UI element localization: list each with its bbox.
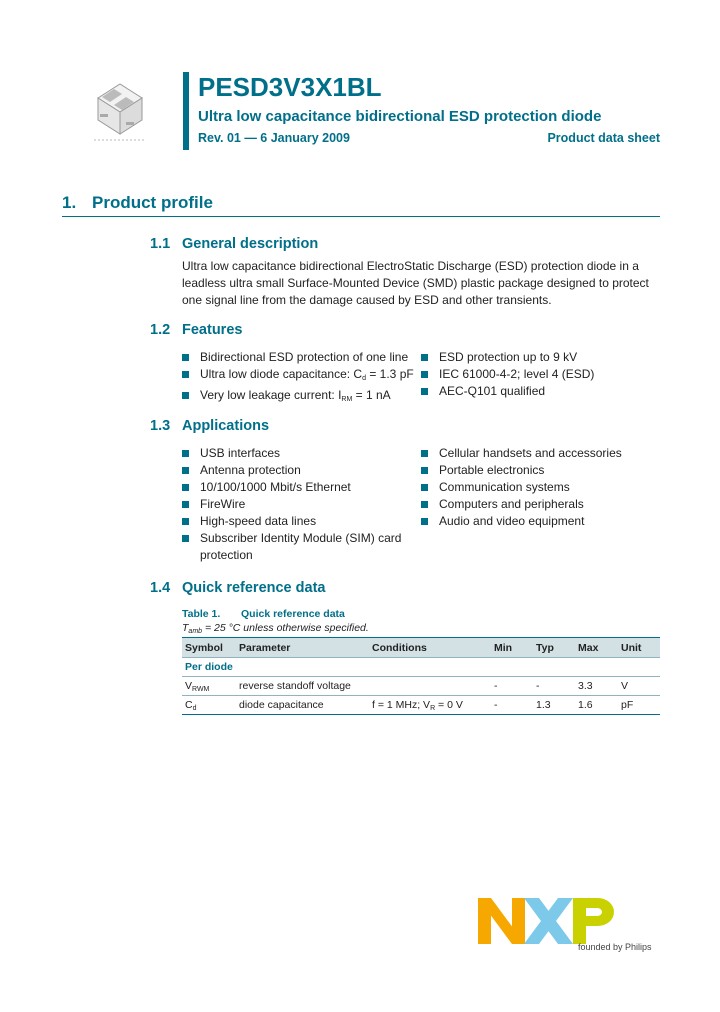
bullet-icon [421,388,428,395]
bullet-icon [182,392,189,399]
bullet-icon [421,371,428,378]
list-item: AEC-Q101 qualified [421,383,660,400]
applications-list-right [421,445,660,530]
table-row [182,696,660,715]
header-accent-bar [183,72,189,150]
list-item: Subscriber Identity Module (SIM) card protection [182,530,418,564]
list-item: Bidirectional ESD protection of one line [182,349,422,366]
table-header-row [182,638,660,658]
parameter-cell: diode capacitance [236,696,369,715]
symbol-cell: $C_d$ [182,696,236,715]
section-number: 1. [62,193,77,212]
list-item: Antenna protection [182,462,418,479]
subsection-title: General description [182,236,319,252]
subsection-title: Quick reference data [182,580,326,596]
table-caption: Table 1. Quick reference data [182,608,345,620]
product-title: PESD3V3X1BL [198,72,382,102]
table-note: $T_{amb} = 25$ °C unless otherwise specified. [182,622,369,635]
subsection-number: 1.3 [150,418,171,434]
bullet-icon [182,450,189,457]
section-title: Product profile [92,193,213,212]
features-list-left [182,349,422,408]
bullet-icon [182,501,189,508]
parameter-cell: reverse standoff voltage [236,677,369,696]
list-item: IEC 61000-4-2; level 4 (ESD) [421,366,660,383]
typ-cell: 1.3 [533,696,575,715]
document-type: Product data sheet [547,131,660,145]
bullet-icon [421,501,428,508]
group-label: Per diode [182,658,660,677]
unit-cell: V [618,677,660,696]
column-header: Conditions [369,638,491,658]
table-row [182,677,660,696]
logo-letter-p [573,898,614,944]
subsection-number: 1.4 [150,580,171,596]
bullet-icon [421,518,428,525]
section-divider [62,216,660,217]
list-item: Cellular handsets and accessories [421,445,660,462]
list-item: Very low leakage current: $I_{RM} = 1$ nA [182,387,422,408]
bullet-icon [182,535,189,542]
symbol-cell: $V_{RWM}$ [182,677,236,696]
max-cell: 1.6 [575,696,618,715]
list-item: Computers and peripherals [421,496,660,513]
logo-letter-n [478,898,525,944]
bullet-icon [182,354,189,361]
product-subtitle: Ultra low capacitance bidirectional ESD protection diode [198,108,602,125]
list-item: Ultra low diode capacitance: $C_d = 1.3$ pF [182,366,422,387]
min-cell: - [491,696,533,715]
subsection-heading-applications [150,418,269,434]
subsection-title: Features [182,322,243,338]
conditions-cell: f = 1 MHz; $V_R = 0$ V [369,696,491,715]
logo-tagline: founded by Philips [578,942,652,952]
package-illustration [90,78,148,144]
bullet-icon [421,450,428,457]
bullet-icon [182,518,189,525]
list-item: High-speed data lines [182,513,418,530]
bullet-icon [182,371,189,378]
typ-cell: - [533,677,575,696]
subsection-heading-features [150,322,242,338]
subsection-number: 1.1 [150,236,171,252]
logo-letter-x [524,898,573,944]
list-item: Communication systems [421,479,660,496]
nxp-logo [478,894,663,954]
features-list-right [421,349,660,400]
table-group-row [182,658,660,677]
bullet-icon [182,484,189,491]
list-item: 10/100/1000 Mbit/s Ethernet [182,479,418,496]
list-item: Portable electronics [421,462,660,479]
section-heading-product-profile [62,193,213,213]
column-header: Unit [618,638,660,658]
subsection-title: Applications [182,418,270,434]
subsection-number: 1.2 [150,322,171,338]
applications-list-left [182,445,418,564]
bullet-icon [421,484,428,491]
column-header: Parameter [236,638,369,658]
max-cell: 3.3 [575,677,618,696]
conditions-cell [369,677,491,696]
general-description-text: Ultra low capacitance bidirectional ElectroStatic Discharge (ESD) protection diode in a leadless ultra small Surface-Mounted Device (SMD) plastic package designed to protect one signal line from the damage caused by ESD and other transients. [182,259,649,307]
subsection-heading-quick-reference [150,580,325,596]
column-header: Symbol [182,638,236,658]
list-item: USB interfaces [182,445,418,462]
bullet-icon [182,467,189,474]
bullet-icon [421,467,428,474]
min-cell: - [491,677,533,696]
bullet-icon [421,354,428,361]
revision-date: Rev. 01 — 6 January 2009 [198,131,350,145]
column-header: Max [575,638,618,658]
list-item: Audio and video equipment [421,513,660,530]
subsection-heading-general-description [150,236,318,252]
column-header: Min [491,638,533,658]
list-item: ESD protection up to 9 kV [421,349,660,366]
column-header: Typ [533,638,575,658]
list-item: FireWire [182,496,418,513]
quick-reference-table [182,637,660,715]
unit-cell: pF [618,696,660,715]
